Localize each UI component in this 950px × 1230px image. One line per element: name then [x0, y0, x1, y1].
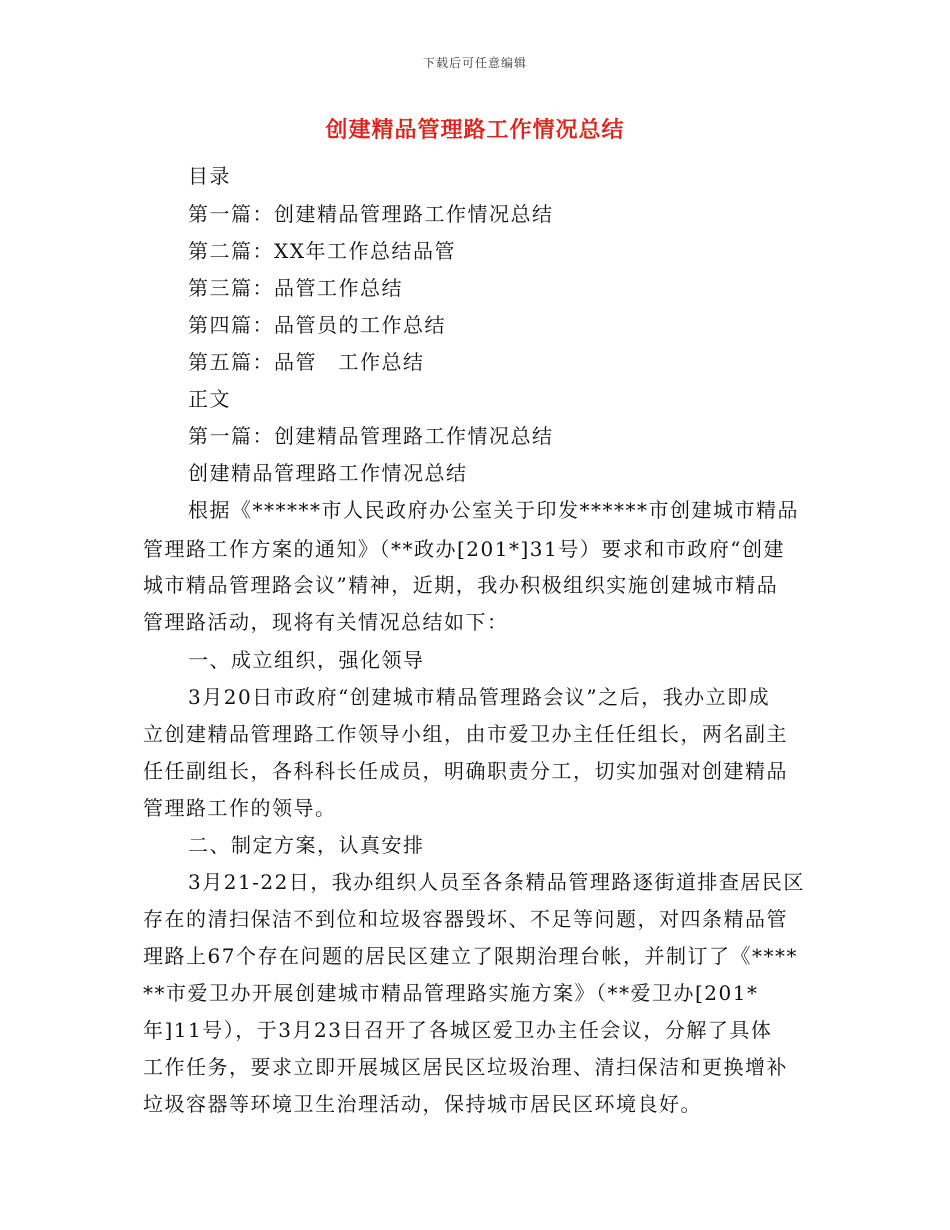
header-note: 下载后可任意编辑	[422, 56, 527, 70]
article-title: 创建精品管理路工作情况总结	[188, 461, 468, 485]
toc-heading: 目录	[188, 164, 231, 188]
section-2-heading: 二、制定方案，认真安排	[188, 833, 425, 857]
toc-item-2: 第二篇：XX年工作总结品管	[188, 239, 456, 263]
intro-line-4: 管理路活动，现将有关情况总结如下：	[143, 610, 509, 634]
toc-item-1: 第一篇：创建精品管理路工作情况总结	[188, 202, 554, 226]
toc-item-3: 第三篇：品管工作总结	[188, 276, 403, 300]
toc-item-4: 第四篇：品管员的工作总结	[188, 313, 446, 337]
section-2-line-1: 3月21-22日，我办组织人员至各条精品管理路逐街道排查居民区	[188, 870, 805, 894]
body-heading: 正文	[188, 387, 231, 411]
part-title: 第一篇：创建精品管理路工作情况总结	[188, 424, 554, 448]
section-2-line-4: **市爱卫办开展创建城市精品管理路实施方案》（**爱卫办[201*	[143, 981, 759, 1005]
intro-line-3: 城市精品管理路会议”精神，近期，我办积极组织实施创建城市精品	[143, 573, 779, 597]
section-1-line-2: 立创建精品管理路工作领导小组，由市爱卫办主任任组长，两名副主	[143, 722, 788, 746]
section-1-heading: 一、成立组织，强化领导	[188, 648, 425, 672]
section-2-line-2: 存在的清扫保洁不到位和垃圾容器毁坏、不足等问题，对四条精品管	[143, 907, 788, 931]
toc-item-5: 第五篇：品管 工作总结	[188, 350, 425, 374]
section-2-line-3: 理路上67个存在问题的居民区建立了限期治理台帐，并制订了《****	[143, 944, 798, 968]
section-1-line-4: 管理路工作的领导。	[143, 796, 337, 820]
section-2-line-6: 工作任务，要求立即开展城区居民区垃圾治理、清扫保洁和更换增补	[143, 1055, 788, 1079]
section-1-line-1: 3月20日市政府“创建城市精品管理路会议”之后，我办立即成	[188, 685, 771, 709]
intro-line-1: 根据《******市人民政府办公室关于印发******市创建城市精品	[188, 498, 799, 522]
section-1-line-3: 任任副组长，各科科长任成员，明确职责分工，切实加强对创建精品	[143, 759, 788, 783]
section-2-line-7: 垃圾容器等环境卫生治理活动，保持城市居民区环境良好。	[143, 1092, 702, 1116]
intro-line-2: 管理路工作方案的通知》（**政办[201*]31号）要求和市政府“创建	[143, 537, 785, 561]
section-2-line-5: 年]11号），于3月23日召开了各城区爱卫办主任会议，分解了具体	[143, 1018, 773, 1042]
document-title: 创建精品管理路工作情况总结	[325, 117, 625, 143]
